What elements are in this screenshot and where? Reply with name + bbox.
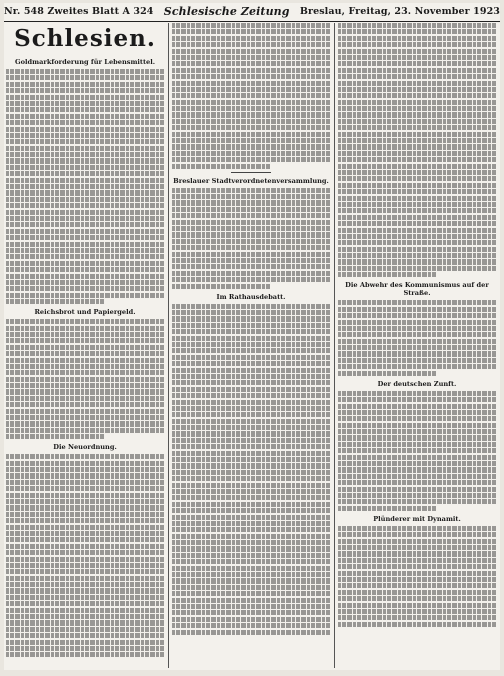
text-line [6,396,164,401]
text-line [6,222,164,227]
text-line [6,633,164,638]
text-line [172,138,330,143]
text-line [172,451,330,456]
text-line [172,87,330,92]
text-line [6,146,164,151]
text-line [172,534,330,539]
article-title: Der deutschen Zunft. [377,379,457,388]
text-line [6,486,164,491]
text-line [338,100,496,105]
text-line [6,544,164,549]
text-line [6,165,164,170]
newspaper-title: Schlesische Zeitung [163,5,290,18]
text-line [338,351,496,356]
text-line [6,152,164,157]
text-line [338,558,496,563]
text-line [338,29,496,34]
text-line [172,470,330,475]
text-line [172,188,330,193]
text-line [338,326,496,331]
text-line [6,563,164,568]
text-line [6,216,164,221]
text-line [6,409,164,414]
region-heading: Schlesien. [14,25,156,52]
text-line [6,454,164,459]
text-line [338,112,496,117]
text-line [172,521,330,526]
text-line [338,480,496,485]
text-line [6,531,164,536]
text-line [6,178,164,183]
text-line [6,319,164,324]
text-line [6,646,164,651]
text-line [172,400,330,405]
text-line [338,410,496,415]
text-line [338,577,496,582]
text-line [338,404,496,409]
text-line [6,512,164,517]
text-line [172,264,330,269]
text-line [338,307,496,312]
text-line [172,213,330,218]
text-line [338,391,496,396]
text-line [6,505,164,510]
text-line [6,595,164,600]
text-line [172,232,330,237]
text-line [172,23,330,28]
text-line [6,88,164,93]
column-3 [338,23,496,668]
text-line [172,457,330,462]
text-line [6,601,164,606]
text-line [172,194,330,199]
text-line [172,502,330,507]
text-line [6,402,164,407]
text-line [338,106,496,111]
text-line [172,258,330,263]
text-line [338,474,496,479]
text-line [172,559,330,564]
text-line [338,571,496,576]
newspaper-page [4,3,500,670]
text-line [6,627,164,632]
text-line [338,138,496,143]
text-line [6,139,164,144]
issue-number: Nr. 548 Zweites Blatt A 324 [4,6,154,17]
text-line [6,345,164,350]
text-line [338,164,496,169]
text-line [6,229,164,234]
text-line [6,338,164,343]
text-line [338,532,496,537]
text-line [172,361,330,366]
text-line [172,412,330,417]
text-line [172,55,330,60]
text-line [172,438,330,443]
text-line [6,114,164,119]
text-line [338,320,496,325]
article-title: Plünderer mit Dynamit. [373,514,461,523]
text-line [172,476,330,481]
text-line [6,190,164,195]
article-body [172,304,330,635]
text-line [6,582,164,587]
text-line [338,74,496,79]
text-line [172,604,330,609]
text-line [6,608,164,613]
text-line [172,68,330,73]
text-line [338,564,496,569]
text-line [6,254,164,259]
text-line [172,200,330,205]
text-line [338,300,496,305]
text-line [338,461,496,466]
text-line [338,416,496,421]
text-line [172,226,330,231]
text-line [338,68,496,73]
text-line [172,220,330,225]
column-2 [172,23,330,668]
text-line [6,197,164,202]
text-line [172,348,330,353]
text-line [338,61,496,66]
article-title: Im Rathausdebatt. [216,292,286,301]
text-line [338,259,496,264]
masthead-rule [4,21,500,22]
text-line [172,572,330,577]
text-line [6,473,164,478]
text-line [6,82,164,87]
text-line [338,144,496,149]
article-body [338,526,496,627]
text-line [172,342,330,347]
separator [231,172,271,173]
text-line [6,280,164,285]
text-line [338,36,496,41]
text-line [172,81,330,86]
article-body [6,319,164,439]
text-line [172,393,330,398]
text-line [338,240,496,245]
text-line [6,434,104,439]
text-line [6,364,164,369]
text-line [172,93,330,98]
text-line [338,467,496,472]
article-title: Die Neuordnung. [53,443,117,452]
text-line [6,203,164,208]
text-line [338,234,496,239]
text-line [6,267,164,272]
text-line [338,499,496,504]
text-line [338,339,496,344]
text-line [338,176,496,181]
text-line [172,598,330,603]
text-line [338,253,496,258]
text-line [6,274,164,279]
text-line [6,550,164,555]
text-line [338,487,496,492]
article-body [6,454,164,657]
text-line [172,119,330,124]
text-line [338,23,496,28]
text-line [172,617,330,622]
text-line [338,208,496,213]
text-line [338,609,496,614]
text-line [172,125,330,130]
text-line [6,261,164,266]
article-body [338,300,496,375]
text-line [338,49,496,54]
text-line [6,493,164,498]
text-line [172,630,330,635]
text-line [338,603,496,608]
text-line [338,448,496,453]
text-line [6,171,164,176]
text-line [172,540,330,545]
text-line [172,431,330,436]
text-line [6,286,164,291]
text-line [338,247,496,252]
text-line [338,455,496,460]
text-line [338,183,496,188]
column-1 [6,23,164,668]
text-line [172,585,330,590]
text-line [6,389,164,394]
text-line [6,332,164,337]
text-line [338,371,436,376]
text-line [172,387,330,392]
text-line [6,370,164,375]
text-line [338,42,496,47]
text-line [338,545,496,550]
text-line [338,397,496,402]
text-line [6,614,164,619]
text-line [172,284,270,289]
text-line [338,93,496,98]
text-line [6,640,164,645]
text-line [338,435,496,440]
text-line [6,69,164,74]
text-line [338,615,496,620]
text-line [338,196,496,201]
text-line [172,591,330,596]
text-line [172,329,330,334]
article-body [6,69,164,304]
text-line [6,184,164,189]
masthead [4,3,500,20]
text-line [6,537,164,542]
text-line [338,81,496,86]
text-line [172,623,330,628]
text-line [6,235,164,240]
text-line [338,583,496,588]
text-line [338,266,496,271]
text-line [172,515,330,520]
text-line [338,429,496,434]
text-line [6,75,164,80]
text-line [172,578,330,583]
text-line [172,157,330,162]
text-line [6,299,104,304]
text-line [172,29,330,34]
text-line [6,101,164,106]
text-line [172,419,330,424]
text-line [172,61,330,66]
text-line [6,120,164,125]
text-line [6,133,164,138]
text-line [172,277,330,282]
text-line [6,620,164,625]
text-line [338,189,496,194]
text-line [172,144,330,149]
column-divider [334,23,335,668]
text-line [172,100,330,105]
text-line [172,36,330,41]
text-line [172,380,330,385]
text-line [6,210,164,215]
text-line [6,588,164,593]
text-line [172,355,330,360]
column-divider [168,23,169,668]
text-line [6,242,164,247]
text-line [6,499,164,504]
text-line [172,546,330,551]
text-line [172,508,330,513]
text-line [338,551,496,556]
text-line [172,527,330,532]
text-line [338,539,496,544]
text-line [6,461,164,466]
text-line [172,207,330,212]
article-title: Die Abwehr des Kommunismus auf der Straße. [345,281,489,298]
text-line [6,326,164,331]
text-line [172,112,330,117]
text-line [6,95,164,100]
text-line [6,576,164,581]
text-line [6,557,164,562]
article-body [172,23,330,169]
text-line [6,415,164,420]
text-line [6,158,164,163]
text-line [172,49,330,54]
text-line [6,377,164,382]
text-line [338,332,496,337]
text-line [172,406,330,411]
text-line [172,239,330,244]
text-line [338,590,496,595]
article-title: Goldmarkforderung für Lebensmittel. [14,58,156,66]
text-line [338,215,496,220]
text-line [338,221,496,226]
text-line [338,526,496,531]
text-line [6,467,164,472]
text-line [6,127,164,132]
text-line [172,252,330,257]
text-line [6,518,164,523]
text-line [338,345,496,350]
text-line [338,87,496,92]
text-line [172,245,330,250]
article-body [338,391,496,511]
text-line [338,202,496,207]
article-body [172,188,330,289]
text-line [6,428,164,433]
text-line [338,132,496,137]
text-line [338,364,496,369]
text-line [172,368,330,373]
issue-date: Breslau, Freitag, 23. November 1923 [299,6,500,17]
text-line [338,119,496,124]
text-line [6,248,164,253]
text-line [172,444,330,449]
text-line [172,151,330,156]
text-line [338,622,496,627]
text-line [338,493,496,498]
text-line [6,421,164,426]
text-line [6,351,164,356]
text-line [6,107,164,112]
article-body [338,23,496,277]
text-line [172,310,330,315]
text-line [172,374,330,379]
text-line [338,228,496,233]
text-line [172,304,330,309]
text-line [172,489,330,494]
text-line [172,425,330,430]
text-line [172,566,330,571]
text-line [6,652,164,657]
text-line [338,596,496,601]
text-line [338,506,436,511]
text-line [172,463,330,468]
text-line [338,157,496,162]
text-line [338,151,496,156]
text-line [172,323,330,328]
article-title: Reichsbrot und Papiergeld. [34,308,136,317]
text-line [172,610,330,615]
text-line [6,569,164,574]
article-title: Breslauer Stadtverordnetenversammlung. [173,176,329,185]
text-line [172,164,270,169]
text-line [338,358,496,363]
text-line [6,525,164,530]
text-line [172,42,330,47]
text-line [172,106,330,111]
text-line [338,125,496,130]
text-line [6,293,164,298]
text-line [172,483,330,488]
text-line [338,313,496,318]
text-line [172,316,330,321]
text-line [172,132,330,137]
text-line [338,272,436,277]
text-line [172,271,330,276]
text-line [172,74,330,79]
text-line [338,423,496,428]
text-line [338,170,496,175]
text-line [6,358,164,363]
text-line [172,495,330,500]
text-line [338,55,496,60]
text-line [172,336,330,341]
text-line [172,553,330,558]
text-line [6,480,164,485]
text-line [338,442,496,447]
text-line [6,383,164,388]
